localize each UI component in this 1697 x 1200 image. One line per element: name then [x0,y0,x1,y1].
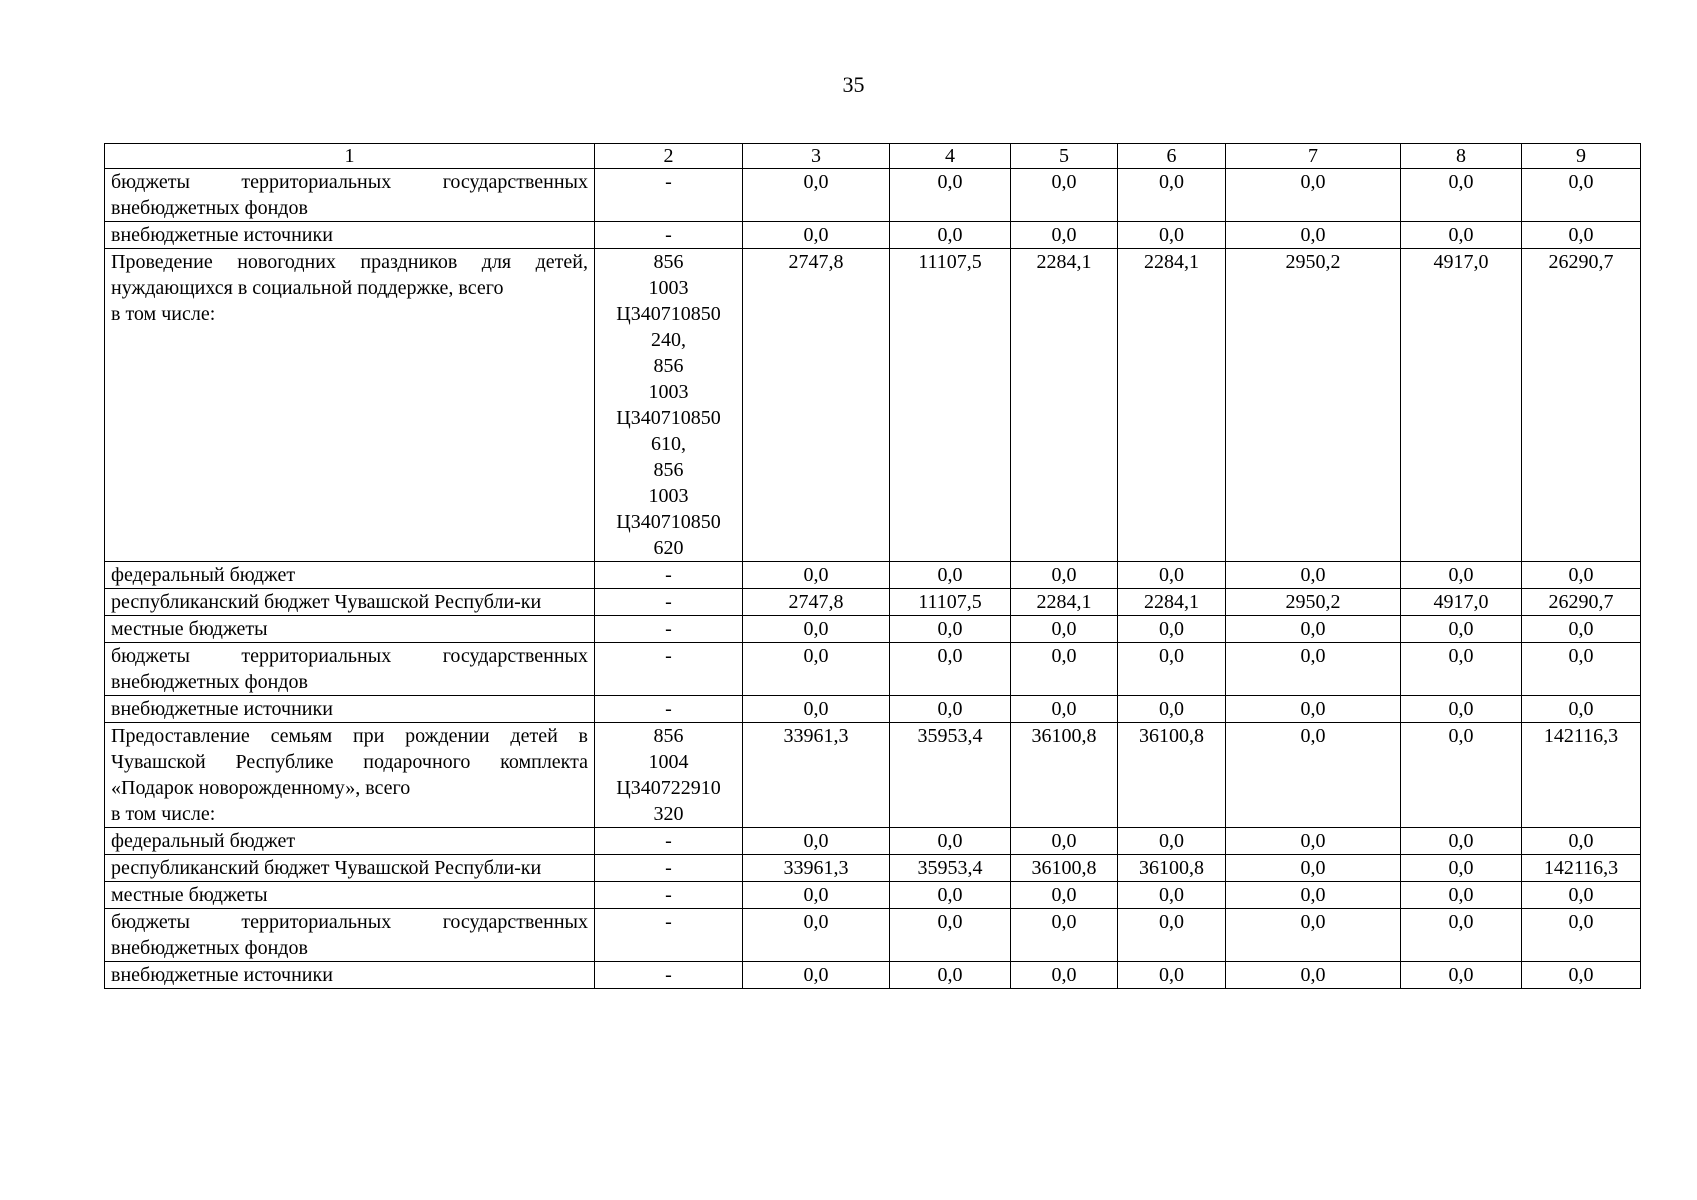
row-name-cell: местные бюджеты [105,616,595,643]
row-code-cell: - [595,882,743,909]
row-value-cell: 0,0 [1401,882,1522,909]
row-value-cell: 0,0 [890,882,1011,909]
row-value-cell: 0,0 [1401,962,1522,989]
row-value-cell: 0,0 [1226,616,1401,643]
row-value-cell: 142116,3 [1522,723,1641,828]
row-value-cell: 0,0 [743,962,890,989]
row-value-cell: 2950,2 [1226,589,1401,616]
row-value-cell: 0,0 [1118,909,1226,962]
table-row [105,909,1641,962]
row-value-cell: 2284,1 [1118,589,1226,616]
row-name-cell: внебюджетные источники [105,962,595,989]
row-code-cell: - [595,222,743,249]
row-value-cell: 0,0 [743,169,890,222]
header-col-6: 6 [1118,144,1226,169]
table-row [105,169,1641,222]
row-value-cell: 0,0 [743,616,890,643]
table-row [105,828,1641,855]
row-value-cell: 0,0 [890,562,1011,589]
row-code-cell: - [595,828,743,855]
row-code-cell: - [595,616,743,643]
row-value-cell: 0,0 [743,562,890,589]
row-value-cell: 0,0 [1522,696,1641,723]
row-code-cell: - [595,589,743,616]
row-value-cell: 0,0 [890,696,1011,723]
row-value-cell: 26290,7 [1522,589,1641,616]
row-value-cell: 36100,8 [1118,855,1226,882]
row-value-cell: 142116,3 [1522,855,1641,882]
row-value-cell: 2284,1 [1011,249,1118,562]
row-code-cell: - [595,169,743,222]
row-value-cell: 0,0 [1401,643,1522,696]
row-value-cell: 0,0 [1401,828,1522,855]
table-row [105,855,1641,882]
row-value-cell: 0,0 [1522,882,1641,909]
row-value-cell: 0,0 [1522,828,1641,855]
row-value-cell: 0,0 [1011,562,1118,589]
row-value-cell: 0,0 [1011,643,1118,696]
page-number: 35 [842,72,865,97]
row-value-cell: 0,0 [1011,616,1118,643]
row-value-cell: 0,0 [1011,828,1118,855]
header-col-7: 7 [1226,144,1401,169]
row-value-cell: 0,0 [1226,909,1401,962]
row-value-cell: 0,0 [1118,882,1226,909]
row-name-cell: местные бюджеты [105,882,595,909]
row-value-cell: 0,0 [1011,696,1118,723]
row-value-cell: 0,0 [1226,222,1401,249]
table-row [105,723,1641,828]
row-value-cell: 4917,0 [1401,589,1522,616]
row-value-cell: 0,0 [1118,828,1226,855]
row-value-cell: 0,0 [1401,723,1522,828]
header-col-8: 8 [1401,144,1522,169]
row-value-cell: 0,0 [743,828,890,855]
row-name-cell: республиканский бюджет Чувашской Республи-ки [105,589,595,616]
row-value-cell: 0,0 [1226,562,1401,589]
row-code-cell: - [595,855,743,882]
row-value-cell: 0,0 [1226,855,1401,882]
row-value-cell: 2950,2 [1226,249,1401,562]
row-value-cell: 0,0 [743,882,890,909]
header-col-2: 2 [595,144,743,169]
row-value-cell: 2284,1 [1011,589,1118,616]
row-value-cell: 0,0 [1118,962,1226,989]
row-value-cell: 0,0 [1401,616,1522,643]
row-value-cell: 0,0 [1226,643,1401,696]
header-col-5: 5 [1011,144,1118,169]
row-value-cell: 0,0 [1226,962,1401,989]
row-value-cell: 0,0 [1118,696,1226,723]
row-name-cell: бюджеты территориальных государственных внебюджетных фондов [105,909,595,962]
row-value-cell: 0,0 [1226,723,1401,828]
row-value-cell: 0,0 [890,616,1011,643]
row-value-cell: 36100,8 [1118,723,1226,828]
row-value-cell: 0,0 [1522,962,1641,989]
row-value-cell: 0,0 [1118,222,1226,249]
row-value-cell: 0,0 [1011,909,1118,962]
row-value-cell: 11107,5 [890,249,1011,562]
table-row [105,222,1641,249]
row-code-cell: - [595,909,743,962]
table-row [105,589,1641,616]
row-value-cell: 35953,4 [890,855,1011,882]
row-code-cell: 856 1004 Ц340722910 320 [595,723,743,828]
row-value-cell: 0,0 [1401,562,1522,589]
table-row [105,562,1641,589]
row-value-cell: 0,0 [1226,696,1401,723]
row-value-cell: 0,0 [743,222,890,249]
row-value-cell: 0,0 [1226,169,1401,222]
row-value-cell: 0,0 [743,909,890,962]
row-name-cell: республиканский бюджет Чувашской Республи-ки [105,855,595,882]
row-value-cell: 0,0 [1522,616,1641,643]
table-row [105,882,1641,909]
row-name-cell: федеральный бюджет [105,562,595,589]
row-value-cell: 0,0 [1401,909,1522,962]
header-col-3: 3 [743,144,890,169]
row-value-cell: 2747,8 [743,589,890,616]
row-value-cell: 0,0 [890,909,1011,962]
header-col-4: 4 [890,144,1011,169]
row-value-cell: 0,0 [1118,643,1226,696]
row-value-cell: 0,0 [1522,643,1641,696]
row-value-cell: 4917,0 [1401,249,1522,562]
row-name-cell: бюджеты территориальных государственных внебюджетных фондов [105,169,595,222]
row-code-cell: - [595,562,743,589]
table-header [105,144,1641,169]
row-code-cell: - [595,643,743,696]
row-value-cell: 0,0 [743,696,890,723]
row-value-cell: 0,0 [1011,962,1118,989]
row-value-cell: 0,0 [1118,616,1226,643]
row-value-cell: 0,0 [1118,562,1226,589]
row-value-cell: 36100,8 [1011,855,1118,882]
row-name-cell: Предоставление семьям при рождении детей в Чувашской Республике подарочного комплекта «Подарок новорожденному», всего в том числе: [105,723,595,828]
header-col-1: 1 [105,144,595,169]
row-value-cell: 0,0 [1401,696,1522,723]
row-name-cell: федеральный бюджет [105,828,595,855]
row-value-cell: 0,0 [1522,222,1641,249]
row-value-cell: 11107,5 [890,589,1011,616]
budget-table [104,143,1641,989]
row-value-cell: 0,0 [1401,222,1522,249]
row-name-cell: внебюджетные источники [105,222,595,249]
header-col-9: 9 [1522,144,1641,169]
row-value-cell: 0,0 [1226,882,1401,909]
row-name-cell: Проведение новогодних праздников для детей, нуждающихся в социальной поддержке, всего в том числе: [105,249,595,562]
row-value-cell: 26290,7 [1522,249,1641,562]
row-value-cell: 0,0 [890,962,1011,989]
row-value-cell: 0,0 [1226,828,1401,855]
table-row [105,643,1641,696]
row-value-cell: 0,0 [1011,882,1118,909]
row-value-cell: 0,0 [890,222,1011,249]
row-value-cell: 0,0 [743,643,890,696]
row-value-cell: 0,0 [1011,222,1118,249]
row-value-cell: 2747,8 [743,249,890,562]
row-value-cell: 0,0 [1118,169,1226,222]
row-value-cell: 33961,3 [743,855,890,882]
row-value-cell: 35953,4 [890,723,1011,828]
row-name-cell: внебюджетные источники [105,696,595,723]
row-code-cell: 856 1003 Ц340710850 240, 856 1003 Ц340710850 610, 856 1003 Ц340710850 620 [595,249,743,562]
row-value-cell: 2284,1 [1118,249,1226,562]
row-value-cell: 0,0 [1011,169,1118,222]
row-value-cell: 0,0 [890,643,1011,696]
row-value-cell: 0,0 [1401,169,1522,222]
row-value-cell: 0,0 [1522,909,1641,962]
row-value-cell: 0,0 [890,169,1011,222]
row-value-cell: 0,0 [1401,855,1522,882]
row-name-cell: бюджеты территориальных государственных внебюджетных фондов [105,643,595,696]
row-value-cell: 33961,3 [743,723,890,828]
row-value-cell: 36100,8 [1011,723,1118,828]
row-code-cell: - [595,696,743,723]
row-code-cell: - [595,962,743,989]
table-row [105,696,1641,723]
table-row [105,962,1641,989]
table-body [105,169,1641,989]
row-value-cell: 0,0 [1522,169,1641,222]
row-value-cell: 0,0 [890,828,1011,855]
table-row [105,616,1641,643]
row-value-cell: 0,0 [1522,562,1641,589]
table-row [105,249,1641,562]
header-row [105,144,1641,169]
